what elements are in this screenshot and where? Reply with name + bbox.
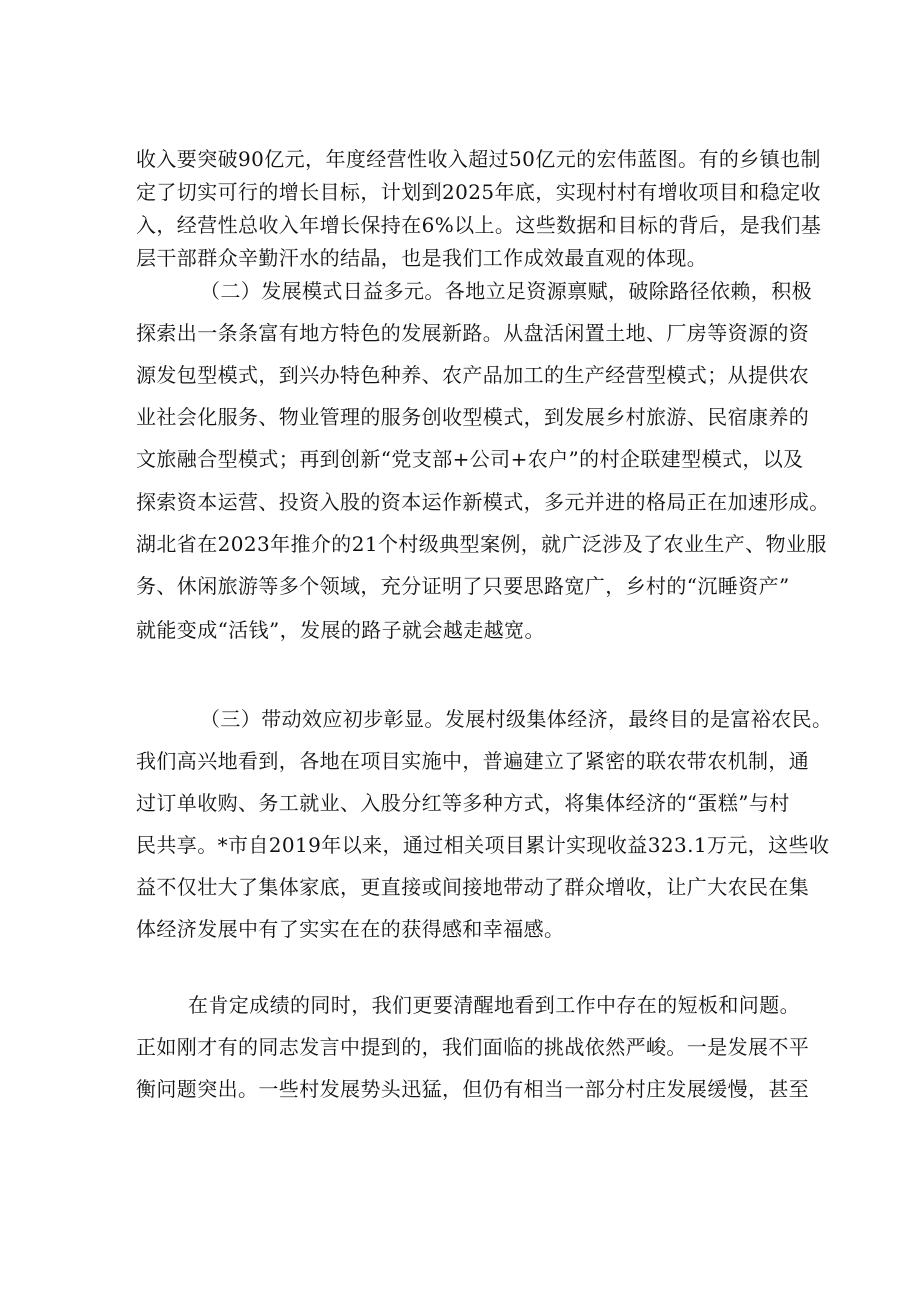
text-line: 就能变成“活钱”，发展的路子就会越走越宽。 xyxy=(136,618,545,642)
text-line: 层干部群众辛勤汗水的结晶，也是我们工作成效最直观的体现。 xyxy=(136,246,708,270)
text-line: 在肯定成绩的同时，我们更要清醒地看到工作中存在的短板和问题。 xyxy=(188,993,800,1017)
text-line: 体经济发展中有了实实在在的获得感和幸福感。 xyxy=(136,917,565,941)
text-line: 业社会化服务、物业管理的服务创收型模式，到发展乡村旅游、民宿康养的 xyxy=(136,405,810,429)
text-line: （二）发展模式日益多元。各地立足资源禀赋，破除路径依赖，积极 xyxy=(200,279,812,303)
text-line: 正如刚才有的同志发言中提到的，我们面临的挑战依然严峻。一是发展不平 xyxy=(136,1035,810,1059)
text-line: 源发包型模式，到兴办特色种养、农产品加工的生产经营型模式；从提供农 xyxy=(136,363,810,387)
text-line: 文旅融合型模式；再到创新“党支部+公司+农户”的村企联建型模式，以及 xyxy=(136,447,804,471)
text-line: 民共享。*市自2019年以来，通过相关项目累计实现收益323.1万元，这些收 xyxy=(136,833,830,857)
text-line: 过订单收购、务工就业、入股分红等多种方式，将集体经济的“蛋糕”与村 xyxy=(136,791,790,815)
text-line: 衡问题突出。一些村发展势头迅猛，但仍有相当一部分村庄发展缓慢，甚至 xyxy=(136,1077,810,1101)
text-line: 我们高兴地看到，各地在项目实施中，普遍建立了紧密的联农带农机制，通 xyxy=(136,749,810,773)
text-line: 湖北省在2023年推介的21个村级典型案例，就广泛涉及了农业生产、物业服 xyxy=(136,532,827,556)
text-line: 益不仅壮大了集体家底，更直接或间接地带动了群众增收，让广大农民在集 xyxy=(136,875,810,899)
text-line: 务、休闲旅游等多个领域，充分证明了只要思路宽广，乡村的“沉睡资产” xyxy=(136,574,790,598)
text-line: （三）带动效应初步彰显。发展村级集体经济，最终目的是富裕农民。 xyxy=(200,707,833,731)
text-line: 定了切实可行的增长目标，计划到2025年底，实现村村有增收项目和稳定收 xyxy=(136,180,821,204)
text-line: 入，经营性总收入年增长保持在6%以上。这些数据和目标的背后，是我们基 xyxy=(136,213,822,237)
text-line: 收入要突破90亿元，年度经营性收入超过50亿元的宏伟蓝图。有的乡镇也制 xyxy=(136,147,821,171)
text-line: 探索出一条条富有地方特色的发展新路。从盘活闲置土地、厂房等资源的资 xyxy=(136,321,810,345)
text-line: 探索资本运营、投资入股的资本运作新模式，多元并进的格局正在加速形成。 xyxy=(136,490,830,514)
